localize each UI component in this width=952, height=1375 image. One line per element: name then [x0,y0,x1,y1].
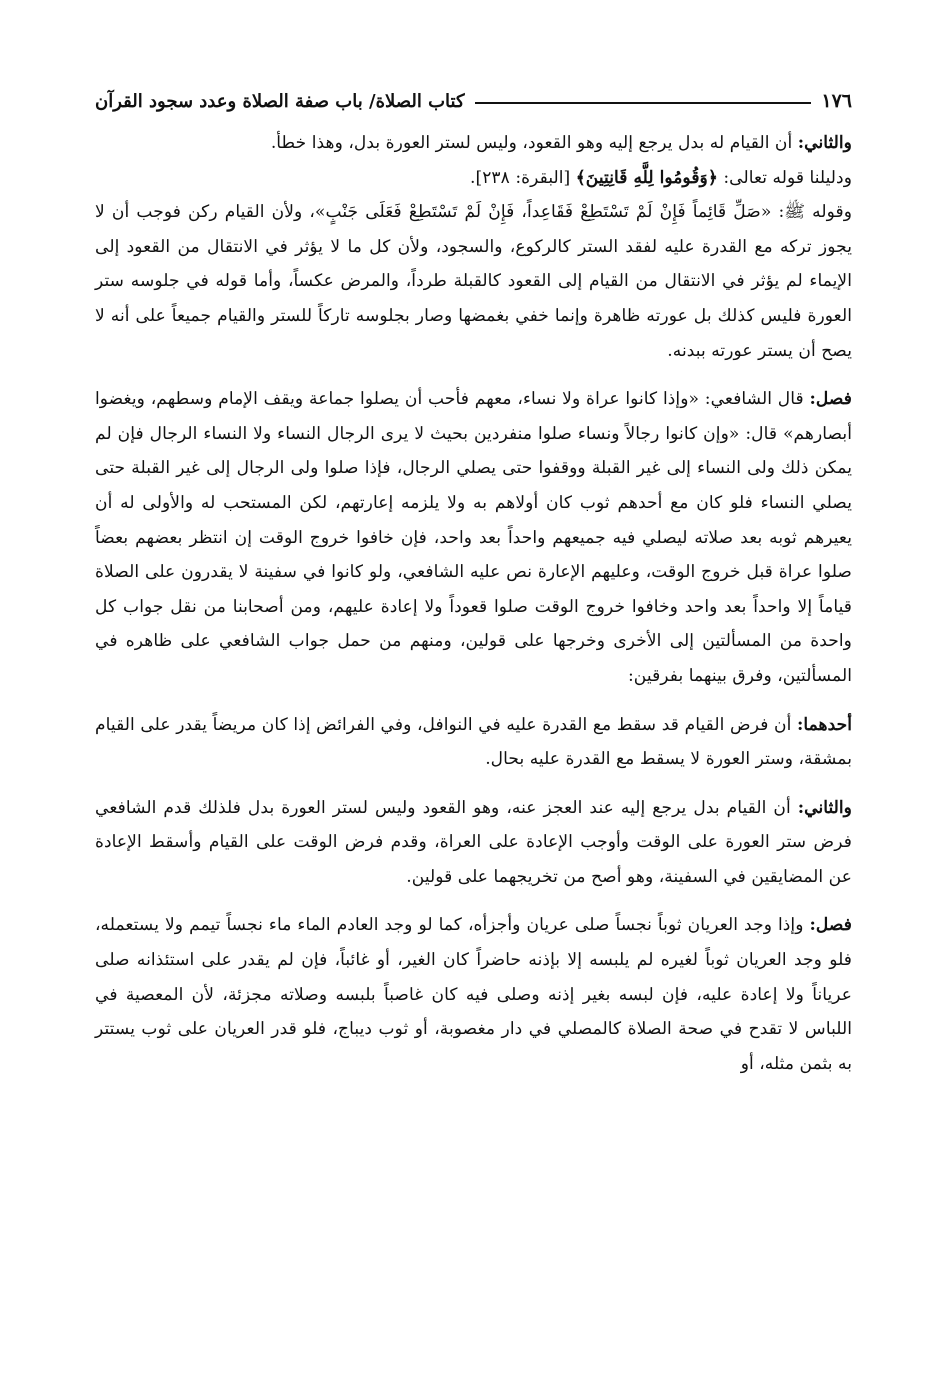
page-number: ١٧٦ [821,90,852,112]
book-page [95,84,852,1375]
paragraph-text: أن فرض القيام قد سقط مع القدرة عليه في النوافل، وفي الفرائض إذا كان مريضاً يقدر على القيام بمشقة، وستر العورة لا يسقط مع القدرة عليه بحال. [95,714,852,770]
paragraph-lead: فصل: [809,389,852,410]
chapter-title: كتاب الصلاة/ باب صفة الصلاة وعدد سجود القرآن [95,90,465,112]
paragraph-text: أن القيام له بدل يرجع إليه وهو القعود، وليس لستر العورة بدل، وهذا خطأ. [270,133,798,153]
paragraph [95,908,852,1081]
paragraph-text: ودليلنا قوله تعالى: [717,167,852,188]
paragraph [95,708,852,777]
running-header [95,84,852,118]
paragraph [95,382,852,693]
quran-verse: ﴿وَقُومُوا لِلَّهِ قَانِتِينَ﴾ [575,167,718,188]
paragraph-text: أن القيام بدل يرجع إليه عند العجز عنه، وهو القعود وليس لستر العورة بدل فلذلك قدم الشافعي فرض ستر العورة على الوقت وأوجب الإعادة على العراة، وقدم فرض الوقت على القيام وأسقط الإعادة عن المضايقين في السفينة، وهو أصح من تخريجهما على قولين. [95,797,852,887]
paragraph [95,791,852,895]
body-text [95,126,852,1081]
paragraph-lead: والثاني: [797,133,852,153]
paragraph-lead: والثاني: [797,797,852,818]
paragraph-text: وقوله ﷺ: «صَلِّ قَائِماً فَإِنْ لَمْ تَسْتَطِعْ فَقَاعِداً، فَإِنْ لَمْ تَسْتَطِعْ فَعَلَى جَنْبٍ»، ولأن القيام ركن فوجب أن لا يجوز تركه مع القدرة عليه لفقد الستر كالركوع، والسجود، ولأن كل ما لا يؤثر في الانتقال من القعود إلى الإيماء لم يؤثر في الانتقال من القيام إلى القعود كالقبلة طرداً، والمرض عكساً، وأما قوله في جلوسه ستر العورة فليس كذلك بل عورته ظاهرة وإنما خفي بغمضها وصار بجلوسه تاركاً للستر والقيام جميعاً على أنه لا يصح أن يستر عورته ببدنه. [95,202,852,361]
paragraph-text: قال الشافعي: «وإذا كانوا عراة ولا نساء، معهم فأحب أن يصلوا جماعة ويقف الإمام وسطهم، ويغضوا أبصارهم» قال: «وإن كانوا رجالاً ونساء صلوا منفردين بحيث لا يرى الرجال النساء ولا النساء الرجال فإن لم يمكن ذلك ولى النساء إلى غير القبلة ووقفوا حتى يصلي الرجال، فإذا صلوا ولى الرجال إلى غير القبلة حتى يصلي النساء فلو كان مع أحدهم ثوب كان أولاهم به ولا يلزمه إعارتهم، لكن المستحب له والأولى له أن يعيرهم ثوبه بعد صلاته ليصلي فيه جميعهم واحداً بعد واحد، فإن خافوا خروج الوقت إن انتظر بعضهم بعضاً صلوا عراة قبل خروج الوقت، وعليهم الإعارة نص عليه الشافعي، ولو كانوا في سفينة لا يقدرون على الصلاة قياماً إلا واحداً بعد واحد وخافوا خروج الوقت صلوا قعوداً ولا إعادة عليهم، ومن أصحابنا من نقل جواب كل واحدة من المسألتين إلى الأخرى وخرجها على قولين، ومنهم من حمل جواب الشافعي على ظاهره في المسألتين، وفرق بينهما بفرقين: [95,389,852,686]
paragraph [95,161,852,196]
verse-reference: [البقرة: ٢٣٨]. [470,167,576,188]
paragraph-text: وإذا وجد العريان ثوباً نجساً صلى عريان وأجزأه، كما لو وجد العادم الماء ماء نجساً تيمم ولا يستعمله، فلو وجد العريان ثوباً لغيره لم يلبسه إلا بإذنه حاضراً كان الغير، أو غائباً، فإن لم يقدر على استئذانه صلى عرياناً ولا إعادة عليه، فإن لبسه بغير إذنه وصلى فيه كان غاصباً بلبسه وصلاته مجزئة، لأن المعصية في اللباس لا تقدح في صحة الصلاة كالمصلي في دار مغصوبة، أو ثوب ديباج، فلو قدر العريان على ثوب يستتر به بثمن مثله، أو [95,915,852,1074]
paragraph [95,126,852,161]
header-rule [475,102,812,104]
paragraph-lead: أحدهما: [796,714,852,735]
paragraph [95,195,852,368]
paragraph-lead: فصل: [809,915,852,936]
